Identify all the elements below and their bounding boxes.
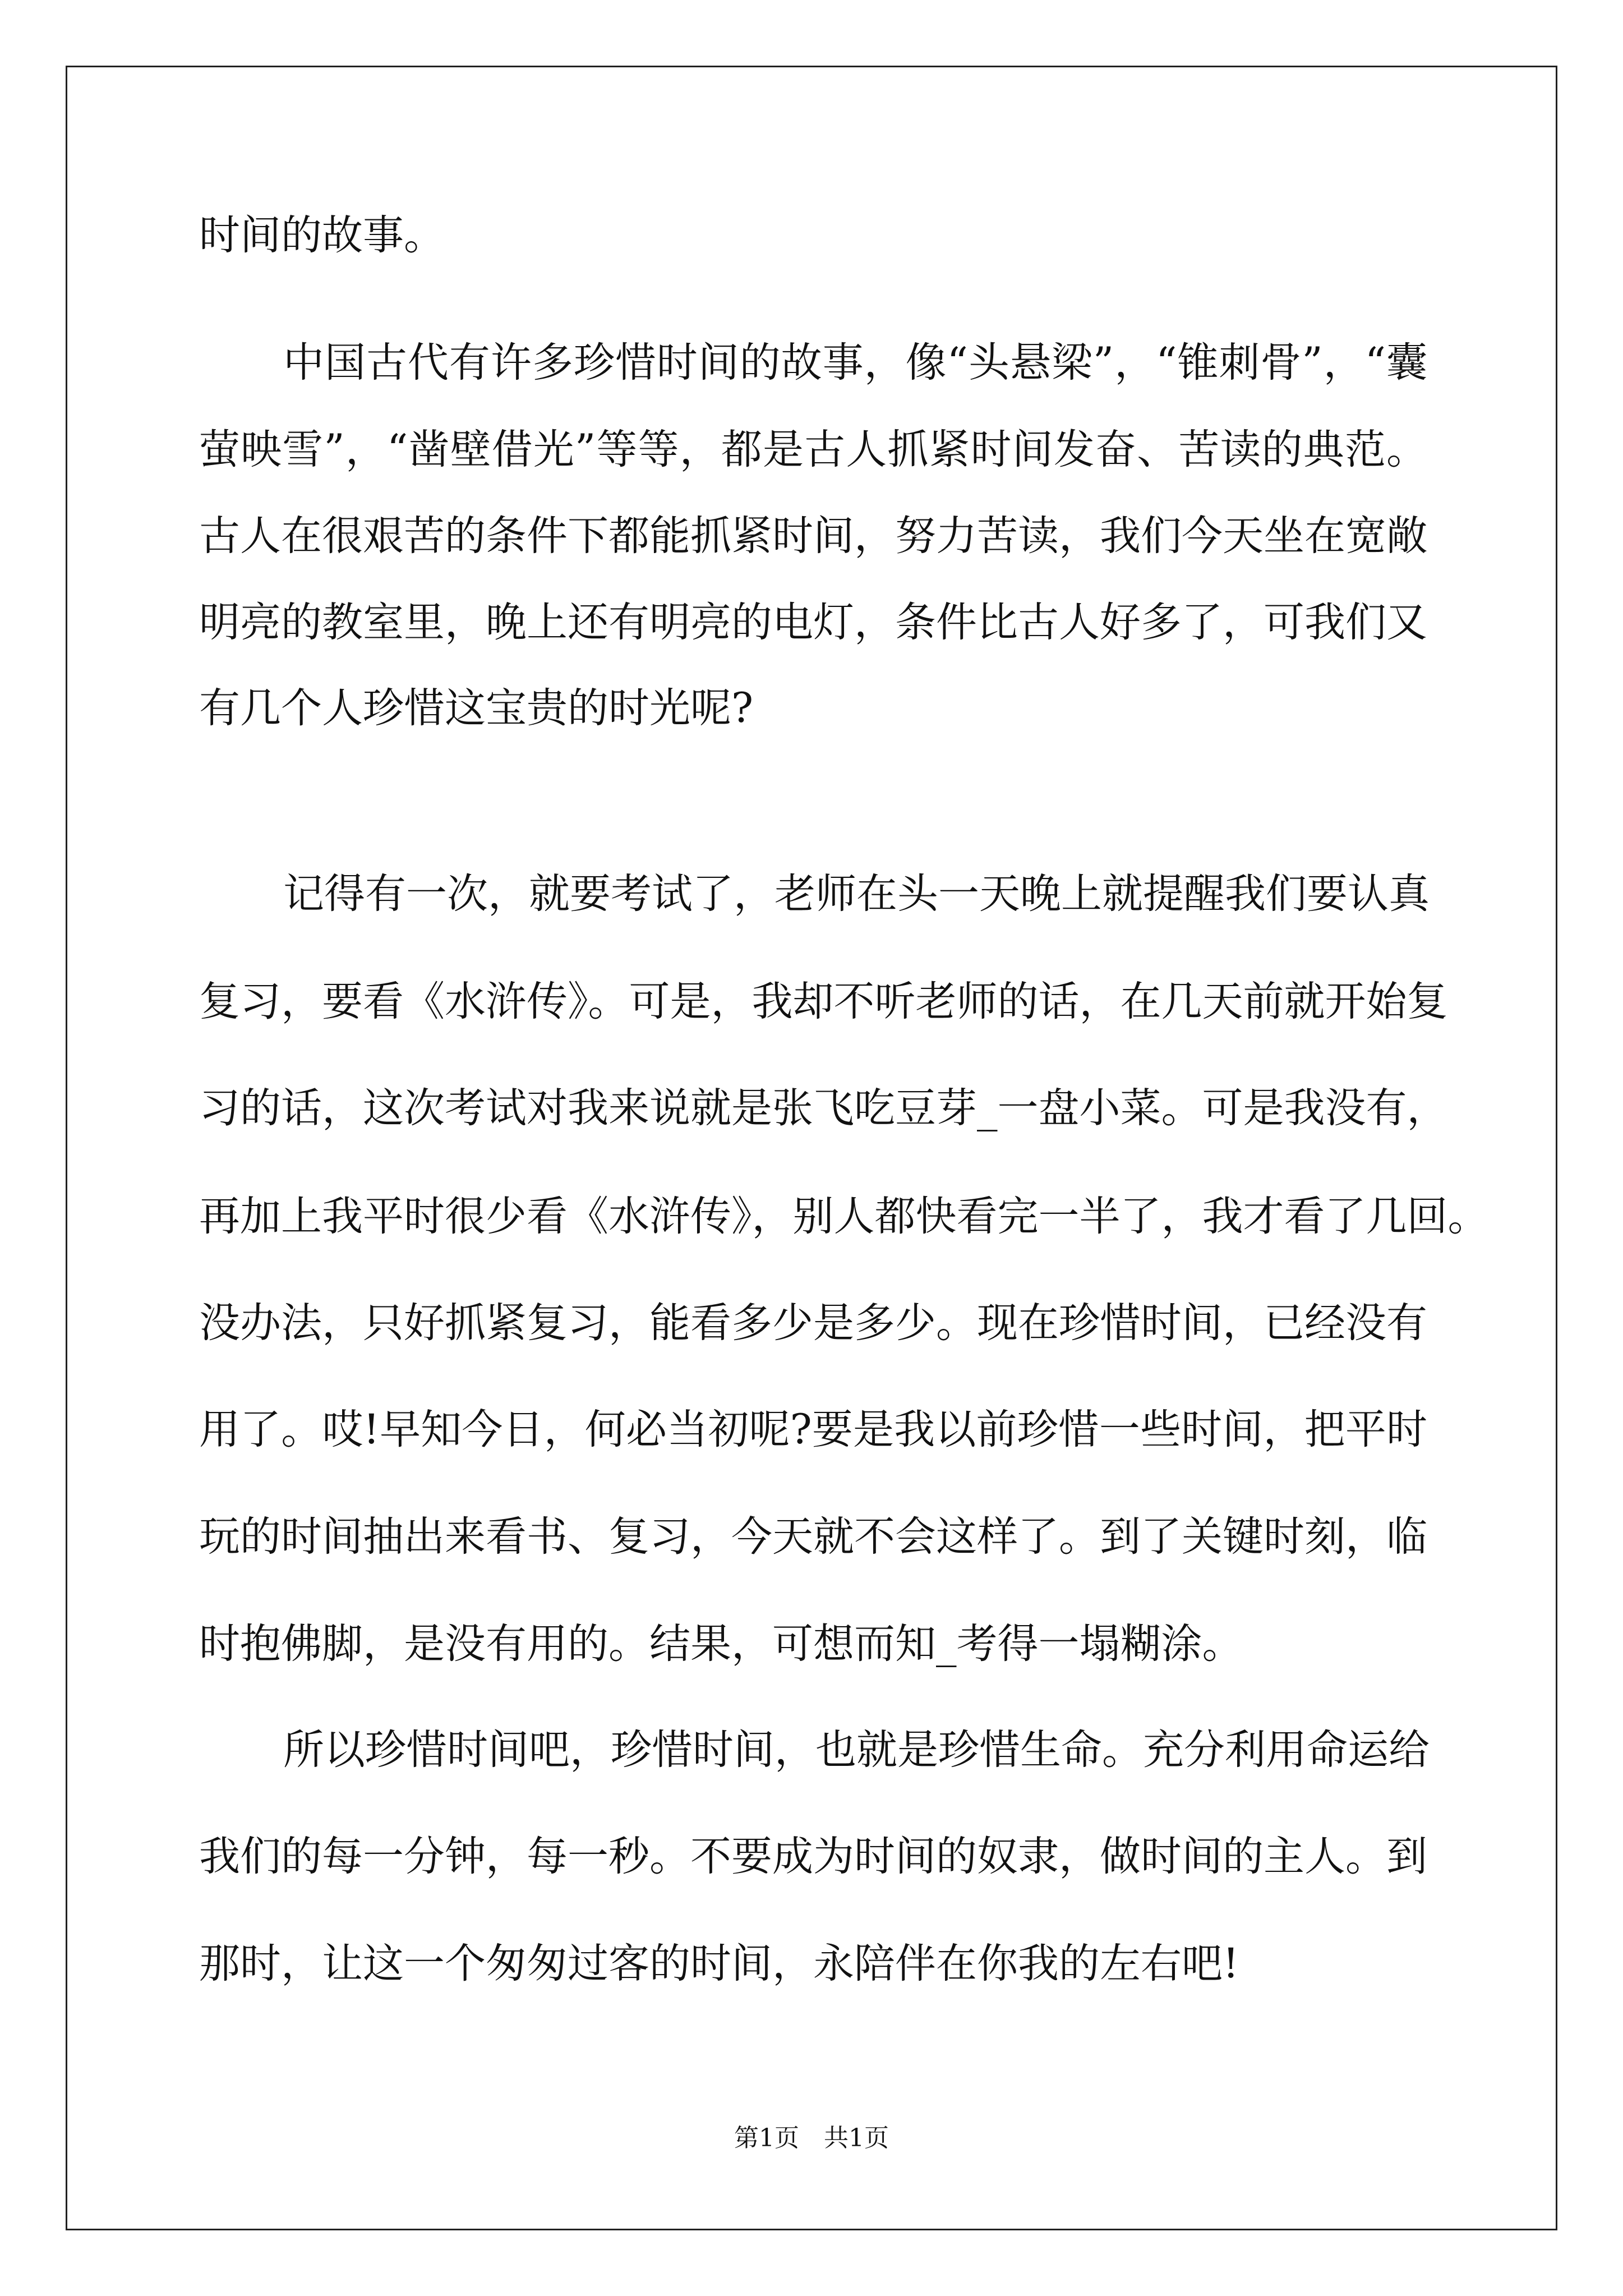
text-line: 我们的每一分钟，每一秒。不要成为时间的奴隶，做时间的主人。到 — [199, 1833, 1427, 1880]
text-line: 那时，让这一个匆匆过客的时间，永陪伴在你我的左右吧! — [199, 1940, 1239, 1987]
paragraph-first-line: 中国古代有许多珍惜时间的故事，像“头悬梁”，“锥刺骨”，“囊 — [283, 339, 1427, 386]
paragraph-first-line: 所以珍惜时间吧，珍惜时间，也就是珍惜生命。充分利用命运给 — [283, 1726, 1430, 1774]
text-line: 古人在很艰苦的条件下都能抓紧时间，努力苦读，我们今天坐在宽敞 — [199, 512, 1427, 560]
page-footer: 第1页 共1页 — [734, 2124, 889, 2152]
text-line: 再加上我平时很少看《水浒传》，别人都快看完一半了，我才看了几回。 — [199, 1193, 1489, 1240]
text-line: 时间的故事。 — [199, 211, 445, 259]
text-line: 用了。哎!早知今日，何必当初呢?要是我以前珍惜一些时间，把平时 — [199, 1406, 1427, 1453]
text-line: 萤映雪”，“凿壁借光”等等，都是古人抓紧时间发奋、苦读的典范。 — [199, 426, 1427, 473]
text-line: 明亮的教室里，晚上还有明亮的电灯，条件比古人好多了，可我们又 — [199, 599, 1427, 646]
text-line: 时抱佛脚，是没有用的。结果，可想而知_考得一塌糊涂。 — [199, 1620, 1243, 1668]
text-line: 没办法，只好抓紧复习，能看多少是多少。现在珍惜时间，已经没有 — [199, 1299, 1427, 1347]
text-line: 习的话，这次考试对我来说就是张飞吃豆芽_一盘小菜。可是我没有， — [199, 1084, 1448, 1132]
paragraph-first-line: 记得有一次，就要考试了，老师在头一天晚上就提醒我们要认真 — [283, 870, 1430, 918]
page-border — [66, 66, 1557, 2230]
text-line: 复习，要看《水浒传》。可是，我却不听老师的话，在几天前就开始复 — [199, 978, 1448, 1025]
text-line: 有几个人珍惜这宝贵的时光呢? — [199, 684, 754, 732]
text-line: 玩的时间抽出来看书、复习，今天就不会这样了。到了关键时刻，临 — [199, 1513, 1427, 1561]
